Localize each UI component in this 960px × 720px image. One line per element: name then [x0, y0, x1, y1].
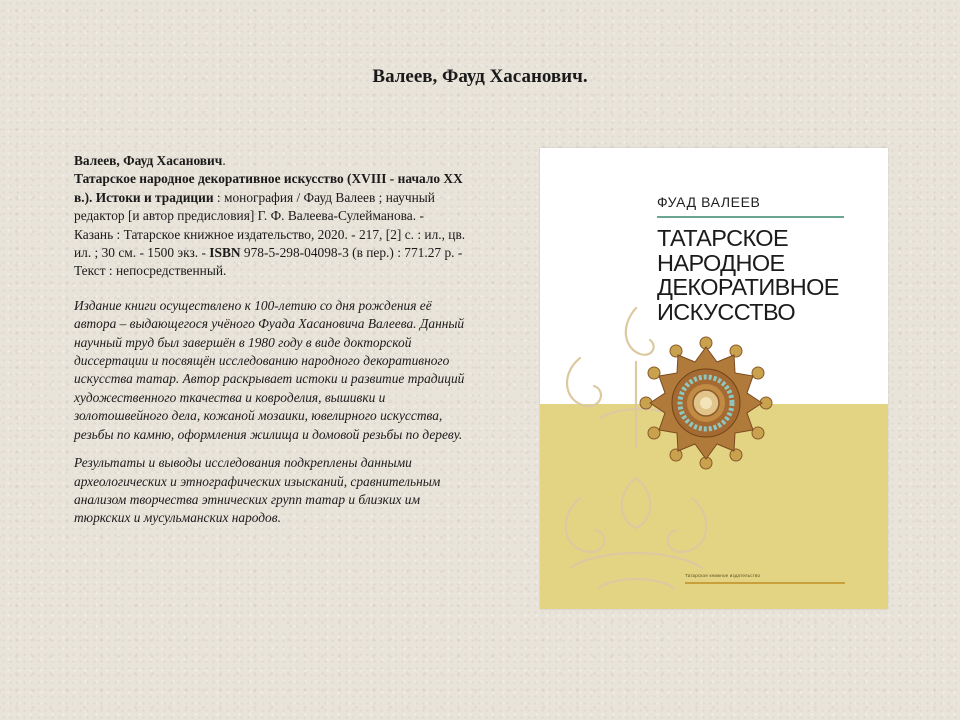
record-isbn-label: ISBN: [209, 245, 241, 261]
record-isbn: 978-5-298-04098-3 (в пер.) : 771.27 р. - Текст : непосредственный.: [74, 245, 463, 279]
ornament-curl-low-left: [566, 498, 605, 552]
cover-title: ТАТАРСКОЕ НАРОДНОЕ ДЕКОРАТИВНОЕ ИСКУССТВО: [657, 225, 839, 325]
ornament-arch-low: [570, 553, 702, 568]
record-author-dot: .: [222, 153, 226, 168]
ornament-curl-left: [567, 358, 601, 406]
ornament-leaf: [622, 478, 651, 528]
book-cover-image: [540, 148, 888, 609]
ornament-curl-top: [626, 308, 654, 355]
cover-author: ФУАД ВАЛЕЕВ: [657, 194, 761, 210]
book-description: [74, 152, 466, 528]
bibliographic-record: [74, 152, 466, 281]
annotation-paragraph-2: Результаты и выводы исследования подкреплены данными археологических и этнографических изысканий, сравнительным анализом творчества этнических групп татар и близких им тюркских и мусульманских народов.: [74, 455, 441, 526]
cover-publisher: Татарское книжное издательство: [685, 573, 761, 578]
record-title: Татарское народное декоративное искусство (XVIII - начало XX в.). Истоки и традиции: [74, 171, 463, 205]
cover-author-rule: [657, 216, 844, 218]
slide-title: Валеев, Фауд Хасанович.: [372, 66, 588, 87]
annotation-paragraph-1: Издание книги осуществлено к 100-летию со дня рождения её автора – выдающегося учёного Фуада Хасановича Валеева. Данный научный труд был завершён в 1980 году в виде докторской диссертации и посвящён исследованию народного декоративного искусства татар. Автор раскрывает истоки и развитие традиций художественного ткачества и ковроделия, вышивки и золотошвейного дела, кожаной мозаики, ювелирного искусства, резьбы по камню, оформления жилища и домовой резьбы по дереву.: [74, 297, 465, 442]
cover-publisher-rule: [685, 582, 845, 584]
brooch-illustration: [640, 337, 772, 469]
record-responsibility: : монография / Фауд Валеев ; научный редактор [и автор предисловия] Г. Ф. Валеева-Сулейманова. - Казань : Татарское книжное издательство, 2020. - 217, [2] с. : ил., цв. ил. ; 30 см. - 1500 экз. -: [74, 189, 466, 261]
record-author-heading: Валеев, Фауд Хасанович: [74, 153, 223, 168]
ornament-arch-lowest: [598, 579, 674, 588]
ornament-curl-low-right: [668, 498, 707, 552]
